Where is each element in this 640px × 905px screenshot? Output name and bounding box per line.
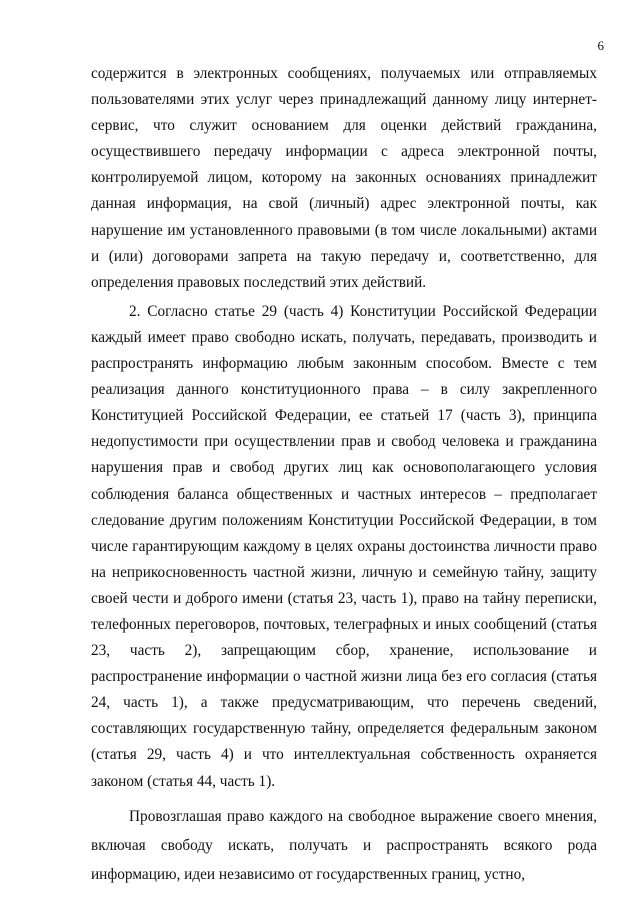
paragraph-continuation: содержится в электронных сообщениях, получаемых или отправляемых пользователями этих услуг через принадлежащий данному лицу интернет-сервис, что служит основанием для оценки действий гражданина, осуществившего передачу информации с адреса электронной почты, контролируемой лицом, которому на законных основаниях принадлежит данная информация, на свой (личный) адрес электронной почты, как нарушение им установленного правовыми (в том числе локальными) актами и (или) договорами запрета на такую передачу и, соответственно, для определения правовых последствий этих действий. [91, 65, 597, 291]
paragraph-item-2: 2. Согласно статье 29 (часть 4) Конституции Российской Федерации каждый имеет право свободно искать, получать, передавать, производить и распространять информацию любым законным способом. Вместе с тем реализация данного конституционного права – в силу закрепленного Конституцией Российской Федерации, ее статьей 17 (часть 3), принципа недопустимости при осуществлении прав и свобод человека и гражданина нарушения прав и свобод других лиц как основополагающего условия соблюдения баланса общественных и частных интересов – предполагает следование другим положениям Конституции Российской Федерации, в том числе гарантирующим каждому в целях охраны достоинства личности право на неприкосновенность частной жизни, личную и семейную тайну, защиту своей чести и доброго имени (статья 23, часть 1), право на тайну переписки, телефонных переговоров, почтовых, телеграфных и иных сообщений (статья 23, часть 2), запрещающим сбор, хранение, использование и распространение информации о частной жизни лица без его согласия (статья 24, часть 1), а также предусматривающим, что перечень сведений, составляющих государственную тайну, определяется федеральным законом (статья 29, часть 4) и что интеллектуальная собственность охраняется законом (статья 44, часть 1). [91, 302, 597, 790]
page-number: 6 [597, 38, 604, 53]
document-body [91, 61, 597, 889]
paragraph-proclamation: Провозглашая право каждого на свободное выражение своего мнения, включая свободу искать, получать и распространять всякого рода информацию, идеи независимо от государственных границ, устно, [91, 807, 597, 883]
